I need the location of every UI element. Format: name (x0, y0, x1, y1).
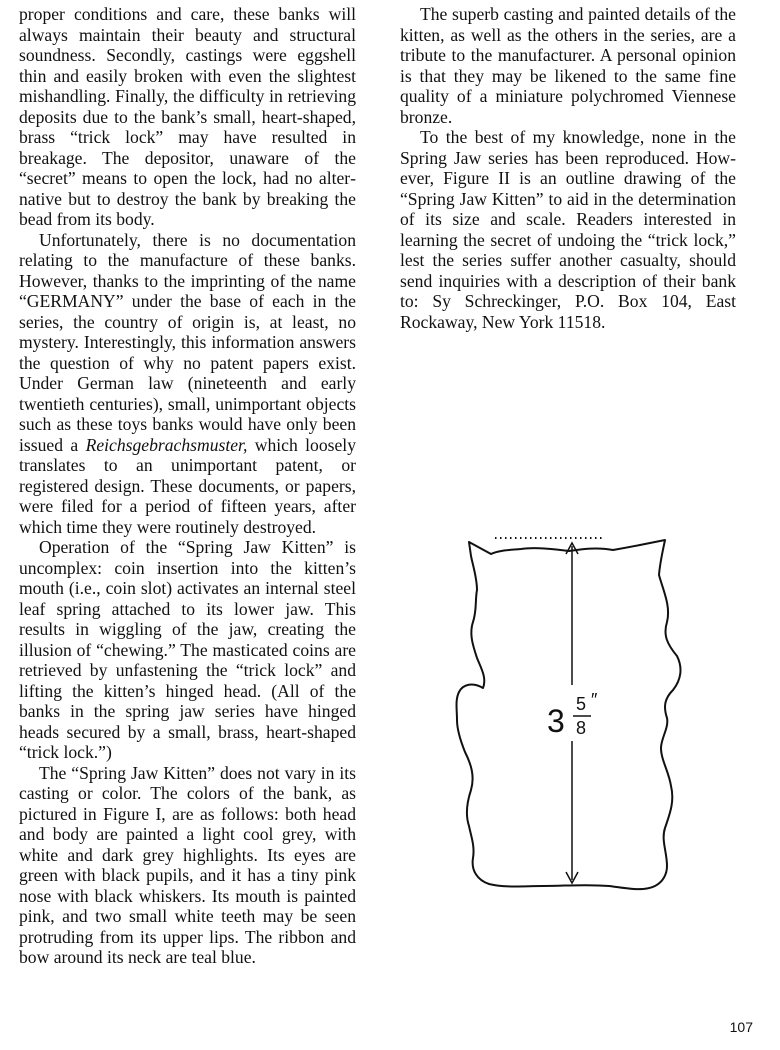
height-whole: 3 (547, 703, 565, 739)
right-column (400, 4, 736, 332)
paragraph-text: Unfortunately, there is no documentation relating to the manufacture of these banks. However, thanks to the imprinting of the name “GERMANY” under the base of each in the series, the country of origin is, at least, no mystery. Interestingly, this information answers the question of why no patent papers exist. Under German law (nineteenth and early twentieth centuries), small, unimportant objects such as these toys banks would have only been issued a (19, 229, 356, 455)
paragraph: The superb casting and painted details of the kitten, as well as the others in the series, are a tribute to the manufacturer. A personal opinion is that they may be likened to the same fine quality of a miniature polychromed Viennese bronze. (400, 4, 736, 127)
paragraph: To the best of my knowledge, none in the Spring Jaw series has been reproduced. However, Figure II is an outline drawing of the “Spring Jaw Kitten” to aid in the determination of its size and scale. Readers interested in learning the secret of undoing the “trick lock,” lest the series suffer another casualty, should send inquiries with a description of their bank to: Sy Schreckinger, P.O. Box 104, East Rockaway, New York 11518. (400, 127, 736, 332)
paragraph: The “Spring Jaw Kitten” does not vary in its casting or color. The colors of the bank, as pictured in Figure I, are as follows: both head and body are painted a light cool grey, with white and dark grey highlights. Its eyes are green with black pupils, and it has a tiny pink nose with black whiskers. Its mouth is painted pink, and two small white teeth may be seen protruding from its upper lips. The ribbon and bow around its neck are teal blue. (19, 762, 356, 967)
kitten-outline-figure (455, 520, 695, 900)
height-denominator: 8 (576, 718, 587, 738)
left-column (19, 4, 356, 968)
height-unit: ″ (591, 690, 598, 710)
height-numerator: 5 (576, 694, 587, 714)
italic-term: Reichsgebrachsmuster, (85, 434, 248, 455)
page-number: 107 (729, 1019, 753, 1035)
paragraph: Operation of the “Spring Jaw Kitten” is uncomplex: coin insertion into the kitten’s mouth (i.e., coin slot) activates an internal steel leaf spring attached to its lower jaw. This results in wiggling of the jaw, creating the illusion of “chewing.” The masticated coins are retrieved by unfastening the “trick lock” and lifting the kitten’s hinged head. (All of the banks in the spring jaw series have hinged heads secured by a small, brass, heart-shaped “trick lock.”) (19, 537, 356, 762)
paragraph-text: which loosely translates to an unimportant patent, or registered design. These documents, or papers, were filed for a period of fifteen years, after which time they were routinely destroyed. (19, 434, 356, 537)
paragraph: proper conditions and care, these banks will always maintain their beauty and structural soundness. Secondly, castings were eggshell thin and easily broken with even the slightest mishandling. Finally, the difficulty in retrieving deposits due to the bank’s small, heart-shaped, brass “trick lock” may have resulted in breakage. The depositor, unaware of the “secret” means to open the lock, had no alternative but to destroy the bank by breaking the bead from its body. (19, 4, 356, 229)
paragraph (19, 230, 356, 538)
